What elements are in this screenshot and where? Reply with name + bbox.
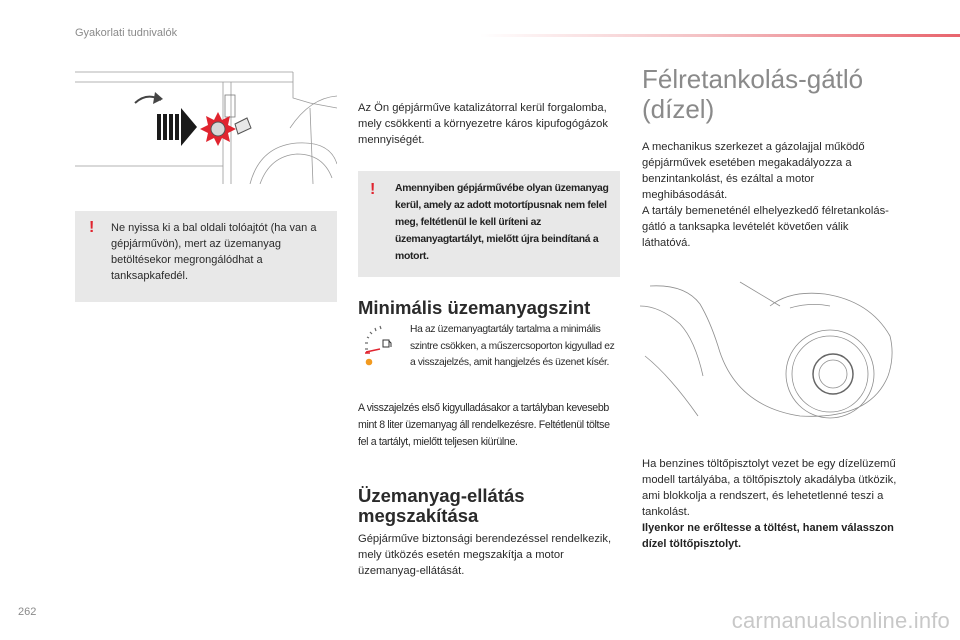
misfuel-heading: Félretankolás-gátló (dízel) — [642, 64, 864, 124]
page-number: 262 — [18, 606, 37, 618]
warning-text-wrong-fuel: Amennyiben gépjárművébe olyan üzemanyag kerül, amely az adott motortípusnak nem felel meg, feltétlenül le kell üríteni az üzemanyagtartályt, mielőtt újra beindítaná a motort. — [395, 183, 609, 262]
watermark: carmanualsonline.info — [731, 608, 950, 633]
diesel-filler-neck-illustration — [640, 276, 895, 426]
warning-box-sliding-door — [75, 211, 337, 302]
warning-icon: ! — [370, 181, 376, 198]
misfuel-petrol-nozzle-text: Ha benzines töltőpisztolyt vezet be egy dízelüzemű modell tartályába, a töltőpisztoly akadályba ütközik, ami blokkolja a rendszert, és lehetetlenné teszi a tankolást. — [642, 458, 897, 518]
fuel-cut-heading: Üzemanyag-ellátás megszakítása — [358, 485, 525, 526]
warning-box-wrong-fuel — [358, 171, 620, 277]
min-fuel-heading: Minimális üzemanyagszint — [358, 297, 591, 318]
fuel-gauge-warning-icon — [360, 324, 396, 366]
fuel-cut-body: Gépjárműve biztonsági berendezéssel rendelkezik, mely ütközés esetén megszakítja a motor üzemanyag-ellátását. — [358, 533, 612, 577]
sliding-door-illustration — [75, 68, 337, 184]
catalyst-intro-text: Az Ön gépjárműve katalizátorral kerül forgalomba, mely csökkenti a környezetre káros kipufogógázok mennyiségét. — [358, 102, 608, 146]
min-fuel-body: A visszajelzés első kigyulladásakor a tartályban kevesebb mint 8 liter üzemanyag áll rendelkezésre. Feltétlenül töltse fel a tartályt, mielőtt teljesen kiürülne. — [358, 402, 610, 448]
min-fuel-description: Ha az üzemanyagtartály tartalma a minimális szintre csökken, a műszercsoporton kigyullad ez a visszajelzés, amit hangjelzés és üzenet kísér. — [410, 324, 615, 368]
warning-text-sliding-door: Ne nyissa ki a bal oldali tolóajtót (ha van a gépjárművön), mert az üzemanyag betöltésekor megrongálódhat a tanksapkafedél. — [111, 222, 317, 282]
misfuel-advice-text: Ilyenkor ne erőltesse a töltést, hanem válasszon dízel töltőpisztolyt. — [642, 522, 894, 550]
header-divider — [480, 34, 960, 37]
warning-icon: ! — [89, 219, 95, 236]
misfuel-body: A mechanikus szerkezet a gázolajjal működő gépjárművek esetében megakadályozza a benzintankolást, és ezáltal a motor meghibásodását. A tartály bemeneténél elhelyezkedő félretankolás-gátló a tanksapka levételét követően válik láthatóvá. — [642, 141, 889, 249]
section-title: Gyakorlati tudnivalók — [75, 27, 178, 39]
